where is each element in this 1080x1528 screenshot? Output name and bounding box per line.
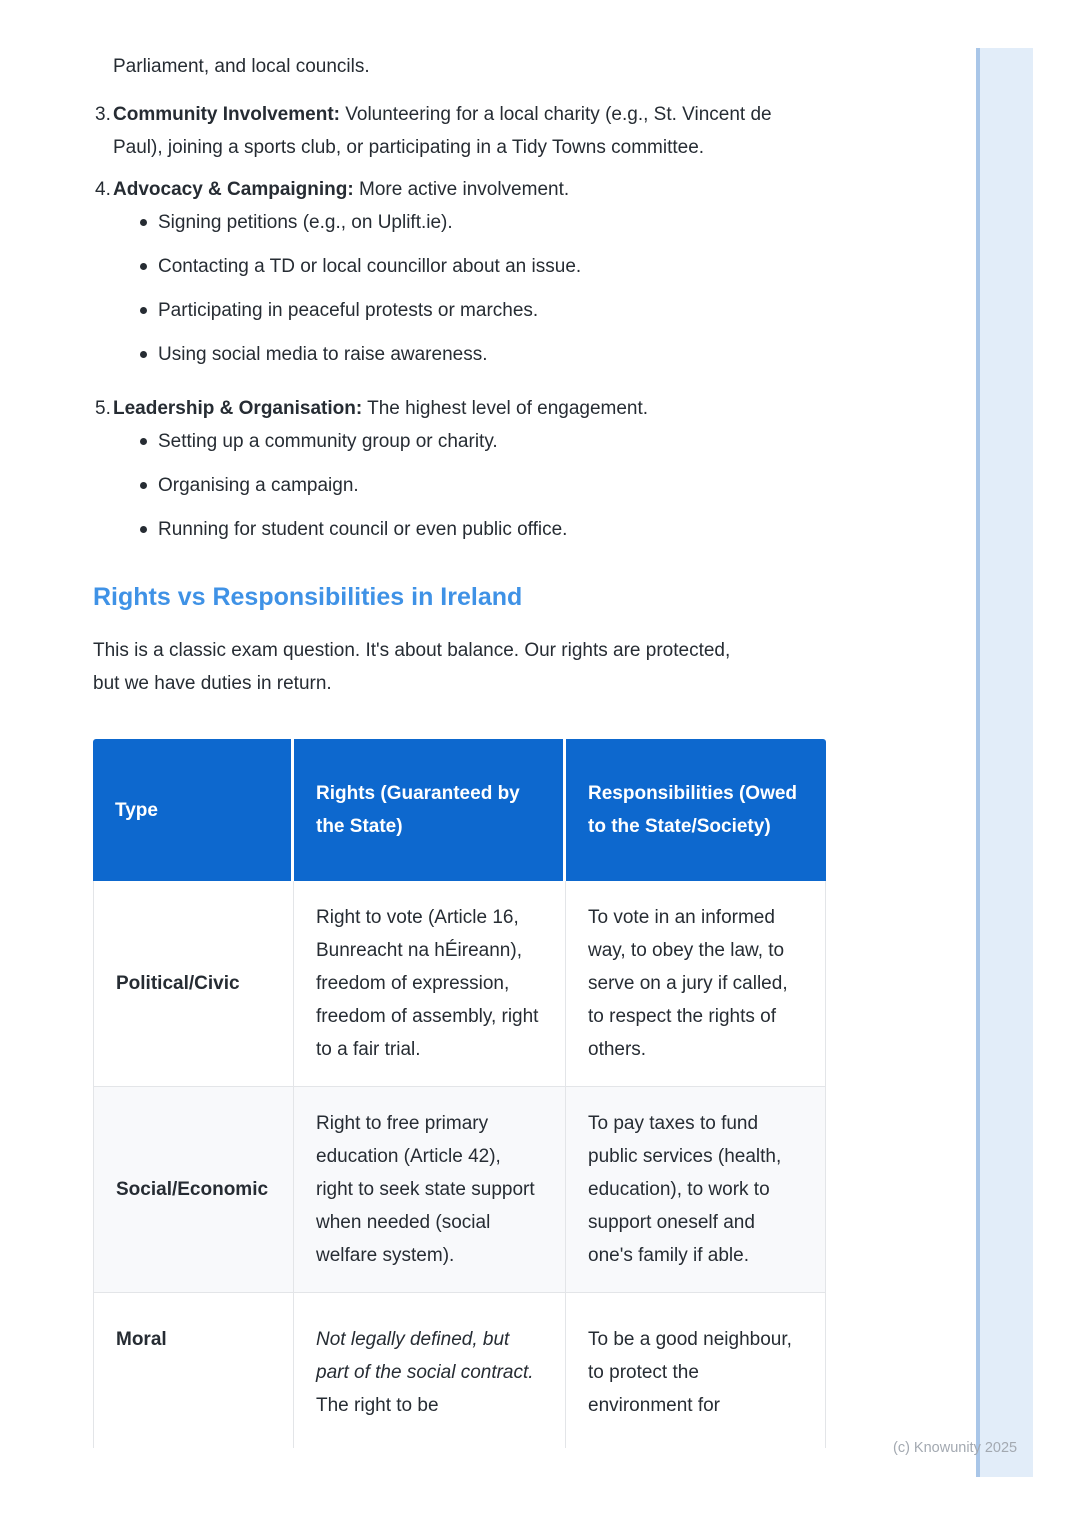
numbered-item-5	[93, 392, 826, 546]
cell-rights: Right to free primary education (Article 42), right to seek state support when needed (social welfare system).	[294, 1087, 566, 1293]
item-body	[113, 173, 826, 371]
item-body	[113, 392, 826, 546]
cell-type: Moral	[93, 1293, 294, 1448]
item-text: Volunteering for a local charity (e.g., St. Vincent de Paul), joining a sports club, or participating in a Tidy Towns committee.	[113, 104, 772, 158]
document-content	[93, 0, 826, 1448]
bullet-item: Signing petitions (e.g., on Uplift.ie).	[113, 206, 826, 239]
table-header-row	[93, 739, 826, 881]
cell-type: Social/Economic	[93, 1087, 294, 1293]
table-row-moral	[93, 1293, 826, 1448]
item-number: 5.	[95, 398, 111, 419]
item-label: Community Involvement:	[113, 104, 340, 125]
intro-line-2: but we have duties in return.	[93, 673, 332, 694]
bullet-item: Participating in peaceful protests or marches.	[113, 294, 826, 327]
section-heading: Rights vs Responsibilities in Ireland	[93, 583, 523, 611]
item-line	[113, 173, 826, 206]
item-label: Leadership & Organisation:	[113, 398, 363, 419]
next-page-edge-strip	[976, 48, 1033, 1477]
bullet-item: Running for student council or even public office.	[113, 513, 826, 546]
header-cell-rights: Rights (Guaranteed by the State)	[294, 739, 566, 881]
bullet-item: Using social media to raise awareness.	[113, 338, 826, 371]
cell-rights: Right to vote (Article 16, Bunreacht na hÉireann), freedom of expression, freedom of assembly, right to a fair trial.	[294, 881, 566, 1087]
item-text: The highest level of engagement.	[362, 398, 649, 419]
list-item-2-continuation: Parliament, and local councils.	[113, 56, 370, 77]
copyright-footer: (c) Knowunity 2025	[893, 1440, 1018, 1456]
item-line	[113, 392, 826, 425]
cell-responsibilities: To pay taxes to fund public services (health, education), to work to support oneself and one's family if able.	[566, 1087, 826, 1293]
cell-responsibilities: To be a good neighbour, to protect the environment for	[566, 1293, 826, 1448]
bullet-item: Organising a campaign.	[113, 469, 826, 502]
table-row-political-civic	[93, 881, 826, 1087]
item-number: 4.	[95, 179, 111, 200]
table-container	[93, 739, 826, 1448]
item-body	[113, 98, 826, 164]
numbered-item-4	[93, 173, 826, 371]
item-label: Advocacy & Campaigning:	[113, 179, 354, 200]
intro-line-1: This is a classic exam question. It's about balance. Our rights are protected,	[93, 640, 731, 661]
header-cell-responsibilities: Responsibilities (Owed to the State/Society)	[566, 739, 826, 881]
cell-rights-italic: Not legally defined, but part of the social contract.	[316, 1329, 534, 1383]
cell-rights	[294, 1293, 566, 1448]
cell-type: Political/Civic	[93, 881, 294, 1087]
section-intro	[93, 634, 826, 700]
bullet-item: Contacting a TD or local councillor about an issue.	[113, 250, 826, 283]
cell-responsibilities: To vote in an informed way, to obey the law, to serve on a jury if called, to respect the rights of others.	[566, 881, 826, 1087]
item-number: 3.	[95, 104, 111, 125]
item-text: More active involvement.	[353, 179, 570, 200]
numbered-item-3	[93, 98, 826, 164]
header-cell-type: Type	[93, 739, 294, 881]
rights-responsibilities-table	[93, 739, 826, 1448]
cell-rights-regular: The right to be	[316, 1395, 439, 1416]
bullet-list	[113, 206, 826, 371]
bullet-list	[113, 425, 826, 546]
table-row-social-economic	[93, 1087, 826, 1293]
bullet-item: Setting up a community group or charity.	[113, 425, 826, 458]
